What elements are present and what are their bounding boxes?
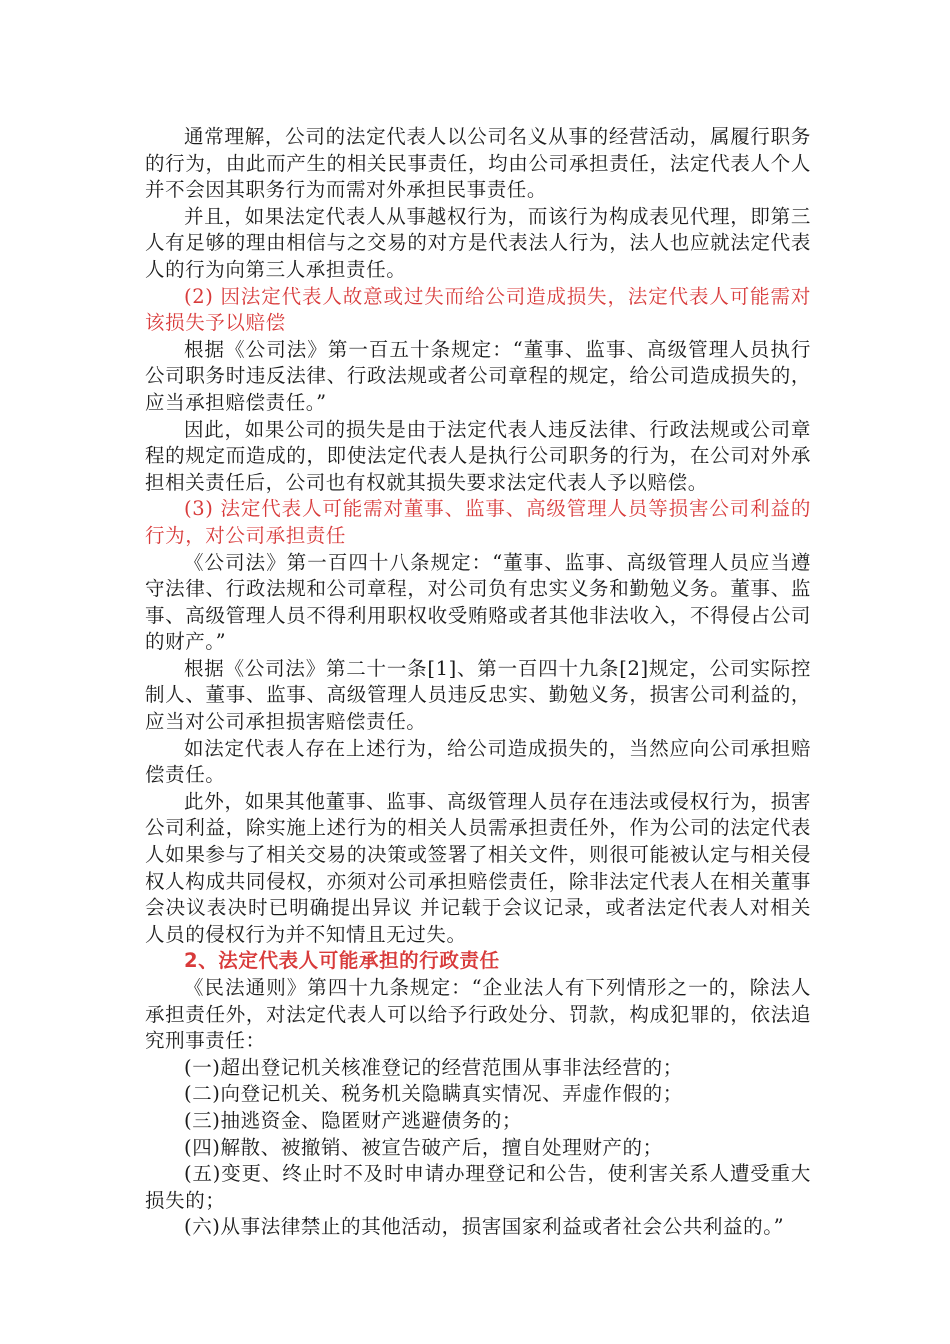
paragraph-article-148: 《公司法》第一百四十八条规定：“董事、监事、高级管理人员应当遵守法律、行政法规和公司章程，对公司负有忠实义务和勤勉义务。董事、监事、高级管理人员不得利用职权收受贿赂或者其他非法收入，不得侵占公司的财产。” — [145, 550, 811, 654]
paragraph-joint-tort: 此外，如果其他董事、监事、高级管理人员存在违法或侵权行为，损害公司利益，除实施上述行为的相关人员需承担责任外，作为公司的法定代表人如果参与了相关交易的决策或签署了相关文件，则很可能被认定与相关侵权人构成共同侵权，亦须对公司承担赔偿责任，除非法定代表人在相关董事会决议表决时已明确提出异议 并记载于会议记录，或者法定代表人对相关人员的侵权行为并不知情且无过失。 — [145, 789, 811, 946]
document-page — [145, 124, 811, 1241]
paragraph-compensation-claim: 因此，如果公司的损失是由于法定代表人违反法律、行政法规或公司章程的规定而造成的，即使法定代表人是执行公司职务的行为，在公司对外承担相关责任后，公司也有权就其损失要求法定代表人予以赔偿。 — [145, 417, 811, 494]
list-item: (二)向登记机关、税务机关隐瞒真实情况、弄虚作假的； — [184, 1082, 683, 1106]
paragraph-apparent-agency: 并且，如果法定代表人从事越权行为，而该行为构成表见代理，即第三人有足够的理由相信与之交易的对方是代表法人行为，法人也应就法定代表人的行为向第三人承担责任。 — [145, 204, 811, 281]
list-item: (五)变更、终止时不及时申请办理登记和公告，使利害关系人遭受重大损失的； — [145, 1162, 811, 1212]
subheading-intentional-loss: (2) 因法定代表人故意或过失而给公司造成损失，法定代表人可能需对该损失予以赔偿 — [145, 284, 811, 335]
paragraph-article-21-149: 根据《公司法》第二十一条[1]、第一百四十九条[2]规定，公司实际控制人、董事、监事、高级管理人员违反忠实、勤勉义务，损害公司利益的，应当对公司承担损害赔偿责任。 — [145, 656, 811, 734]
list-item: (三)抽逃资金、隐匿财产逃避债务的； — [184, 1108, 523, 1132]
list-item: (一)超出登记机关核准登记的经营范围从事非法经营的； — [184, 1055, 683, 1079]
section-heading-administrative-liability: 2、法定代表人可能承担的行政责任 — [184, 949, 500, 973]
list-item: (四)解散、被撤销、被宣告破产后，擅自处理财产的； — [184, 1135, 663, 1159]
paragraph-article-150: 根据《公司法》第一百五十条规定：“董事、监事、高级管理人员执行公司职务时违反法律、行政法规或者公司章程的规定，给公司造成损失的，应当承担赔偿责任。” — [145, 337, 811, 414]
list-item: (六)从事法律禁止的其他活动，损害国家利益或者社会公共利益的。” — [184, 1215, 785, 1239]
paragraph-agency-liability: 通常理解，公司的法定代表人以公司名义从事的经营活动，属履行职务的行为，由此而产生的相关民事责任，均由公司承担责任，法定代表人个人并不会因其职务行为而需对外承担民事责任。 — [145, 125, 811, 202]
paragraph-civil-law-article-49: 《民法通则》第四十九条规定：“企业法人有下列情形之一的，除法人承担责任外，对法定代表人可以给予行政处分、罚款，构成犯罪的，依法追究刑事责任： — [145, 976, 811, 1053]
paragraph-compensation-duty: 如法定代表人存在上述行为，给公司造成损失的，当然应向公司承担赔偿责任。 — [145, 736, 811, 787]
subheading-director-liability: (3) 法定代表人可能需对董事、监事、高级管理人员等损害公司利益的行为，对公司承担责任 — [145, 497, 811, 547]
